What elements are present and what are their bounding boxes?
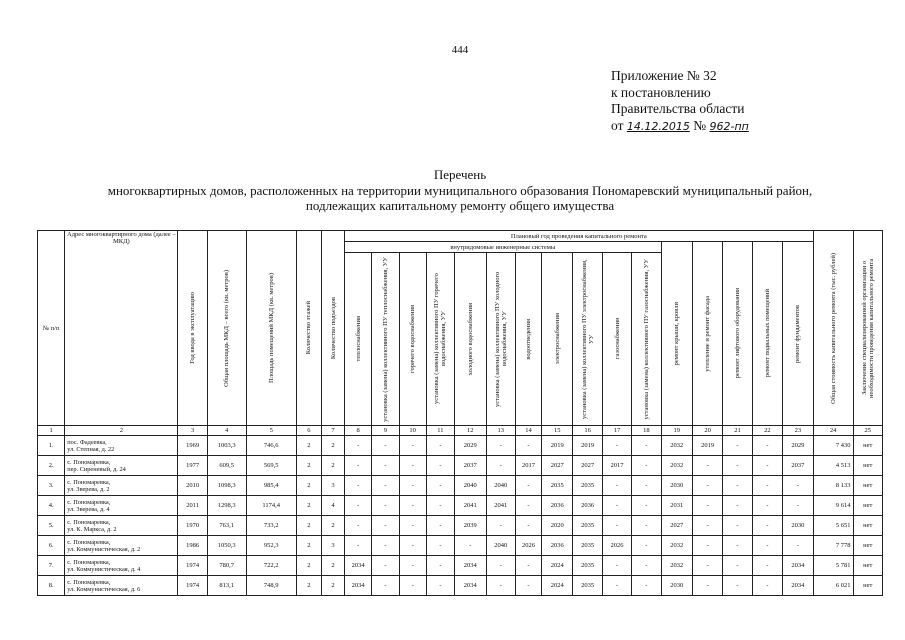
header-premises-area: Площадь помещений МКД (кв. метров) [267,273,275,383]
row-planned-year-cell: - [602,496,631,516]
header-foundation: ремонт фундаментов [794,304,802,363]
row-planned-year-cell: 2034 [783,576,814,596]
address-line-2: ул. Зверева, д. 2 [67,485,110,493]
row-planned-year-cell: 2030 [783,516,814,536]
row-planned-year-cell: - [602,476,631,496]
row-total-cost: 8 133 [813,476,853,496]
title-line-2: многоквартирных домов, расположенных на территории муниципального образования Пономаревский муниципальный район, [107,182,813,198]
row-total-area: 1298,3 [207,496,246,516]
row-number: 7. [38,556,65,576]
row-year-built: 1974 [178,576,207,596]
row-planned-year-cell: 2035 [573,536,602,556]
row-planned-year-cell: - [399,536,426,556]
row-year-built: 1986 [178,536,207,556]
row-year-built: 1977 [178,456,207,476]
row-total-area: 1050,3 [207,536,246,556]
row-premises-area: 746,6 [246,436,296,456]
row-planned-year-cell: - [455,536,486,556]
header-roof: ремонт крыши, кровли [673,301,681,366]
row-floors: 2 [296,556,321,576]
title-line-3: подлежащих капитальному ремонту общего имущества [305,198,615,213]
row-planned-year-cell: 2035 [542,476,573,496]
address-line-2: ул. Степная, д. 22 [67,445,115,453]
header-heat: теплоснабжения [354,316,362,362]
row-planned-year-cell: - [723,456,752,476]
header-conclusion: Заключение специализированной организации о необходимости проведения капитального ремонта [860,258,875,398]
row-premises-area: 952,3 [246,536,296,556]
row-planned-year-cell: - [723,436,752,456]
row-total-area: 609,5 [207,456,246,476]
row-total-area: 1098,3 [207,476,246,496]
row-planned-year-cell: - [632,476,661,496]
row-premises-area: 748,9 [246,576,296,596]
row-planned-year-cell: - [632,556,661,576]
row-planned-year-cell: 2019 [692,436,722,456]
row-floors: 2 [296,496,321,516]
header-hot-water: горячего водоснабжения [409,305,417,373]
row-address [65,436,178,456]
header-floors: Количество этажей [305,301,313,355]
title-line-1: Перечень [433,167,487,182]
row-floors: 2 [296,536,321,556]
row-planned-year-cell: - [426,496,454,516]
row-planned-year-cell: - [692,556,722,576]
row-number: 1. [38,436,65,456]
row-planned-year-cell: - [632,516,661,536]
address-line-2: ул. К. Маркса, д. 2 [67,525,117,533]
row-entrances: 2 [321,456,344,476]
address-line-1: с. Пономаревка, [67,558,111,566]
row-total-area: 763,1 [207,516,246,536]
column-number: 23 [783,426,814,436]
appendix-line-3: Правительства области [611,101,745,116]
row-number: 6. [38,536,65,556]
row-entrances: 2 [321,576,344,596]
header-address: Адрес многоквартирного дома (далее – МКД) [65,231,178,426]
row-number: 4. [38,496,65,516]
row-planned-year-cell: 2035 [573,576,602,596]
column-number: 16 [573,426,602,436]
address-line-1: пос. Фадеевка, [67,438,107,446]
row-planned-year-cell: - [752,536,782,556]
row-planned-year-cell: 2029 [455,436,486,456]
table-row [38,516,883,536]
row-planned-year-cell: - [399,556,426,576]
row-planned-year-cell: - [783,496,814,516]
header-total-area: Общая площадь МКД – всего (кв. метров) [223,269,231,387]
column-number: 17 [602,426,631,436]
column-number-row [38,426,883,436]
row-planned-year-cell: - [426,516,454,536]
row-planned-year-cell: - [426,456,454,476]
row-year-built: 2010 [178,476,207,496]
document-title [60,167,860,214]
row-planned-year-cell: 2032 [661,536,692,556]
row-planned-year-cell: 2037 [455,456,486,476]
row-planned-year-cell: - [372,536,399,556]
row-planned-year-cell: - [632,576,661,596]
row-planned-year-cell: 2034 [455,576,486,596]
row-planned-year-cell: - [752,516,782,536]
row-planned-year-cell: - [486,516,515,536]
column-number: 21 [723,426,752,436]
row-planned-year-cell: - [345,476,372,496]
row-year-built: 2011 [178,496,207,516]
row-premises-area: 733,2 [246,516,296,536]
number-prefix: № [693,117,707,133]
header-entrances: Количество подъездов [329,296,337,360]
row-planned-year-cell: - [752,576,782,596]
row-planned-year-cell: - [372,496,399,516]
row-planned-year-cell: - [692,476,722,496]
row-planned-year-cell: - [602,436,631,456]
row-planned-year-cell: - [372,576,399,596]
row-planned-year-cell: - [783,476,814,496]
row-planned-year-cell: - [515,496,541,516]
row-planned-year-cell: - [345,516,372,536]
header-engineering-systems: внутридомовые инженерные системы [345,242,661,253]
row-planned-year-cell: 2026 [515,536,541,556]
row-conclusion: нет [853,436,883,456]
row-total-area: 780,7 [207,556,246,576]
header-num: № п/п [38,231,65,426]
header-cold-water: холодного водоснабжения [466,302,474,376]
row-planned-year-cell: - [515,576,541,596]
row-planned-year-cell: 2017 [602,456,631,476]
column-number: 25 [853,426,883,436]
row-planned-year-cell: - [752,476,782,496]
column-number: 1 [38,426,65,436]
appendix-line-2: к постановлению [611,84,711,100]
row-floors: 2 [296,576,321,596]
handwritten-number: 962-пп [709,119,749,133]
row-planned-year-cell: - [692,496,722,516]
row-total-cost: 6 021 [813,576,853,596]
row-planned-year-cell: - [426,476,454,496]
row-entrances: 2 [321,556,344,576]
row-planned-year-cell: - [372,456,399,476]
row-total-cost: 4 513 [813,456,853,476]
row-planned-year-cell: 2034 [455,556,486,576]
row-total-area: 813,1 [207,576,246,596]
row-planned-year-cell: 2035 [573,556,602,576]
row-address [65,476,178,496]
header-year-built: Год ввода в эксплуатацию [189,292,197,364]
row-planned-year-cell: - [692,536,722,556]
row-planned-year-cell: - [723,496,752,516]
header-heat-meter: установка (замена) коллективного ПУ теплоснабжения, УУ [381,256,389,422]
row-total-cost: 7 430 [813,436,853,456]
address-line-1: с. Пономаревка, [67,578,111,586]
row-total-cost: 5 651 [813,516,853,536]
row-planned-year-cell: - [723,476,752,496]
row-planned-year-cell: 2024 [542,556,573,576]
row-planned-year-cell: - [783,536,814,556]
row-address [65,556,178,576]
row-planned-year-cell: 2031 [661,496,692,516]
address-line-1: с. Пономаревка, [67,498,111,506]
row-planned-year-cell: - [515,476,541,496]
row-planned-year-cell: - [515,556,541,576]
column-number: 5 [246,426,296,436]
row-planned-year-cell: - [752,436,782,456]
row-planned-year-cell: - [602,576,631,596]
row-address [65,576,178,596]
header-planned-year: Плановый год проведения капитального ремонта [345,231,814,242]
row-planned-year-cell: - [752,556,782,576]
table-row [38,536,883,556]
row-planned-year-cell: 2027 [573,456,602,476]
row-premises-area: 569,5 [246,456,296,476]
row-planned-year-cell: 2019 [542,436,573,456]
row-address [65,516,178,536]
row-planned-year-cell: 2036 [573,496,602,516]
column-number: 13 [486,426,515,436]
address-line-1: с. Пономаревка, [67,518,111,526]
header-sewage: водоотведения [524,318,532,360]
table-row [38,556,883,576]
row-planned-year-cell: 2026 [602,536,631,556]
row-total-cost: 5 781 [813,556,853,576]
column-number: 8 [345,426,372,436]
row-planned-year-cell: - [692,576,722,596]
row-planned-year-cell: 2030 [661,476,692,496]
row-entrances: 4 [321,496,344,516]
row-planned-year-cell: - [426,576,454,596]
row-number: 8. [38,576,65,596]
row-planned-year-cell: 2041 [455,496,486,516]
address-line-1: с. Пономаревка, [67,538,111,546]
row-planned-year-cell: - [372,436,399,456]
row-address [65,536,178,556]
table-row [38,436,883,456]
table-row [38,576,883,596]
header-hot-water-meter: установка (замена) коллективного ПУ горячего водоснабжения, УУ [433,273,448,405]
row-planned-year-cell: - [486,436,515,456]
row-planned-year-cell: 2034 [345,576,372,596]
row-premises-area: 1174,4 [246,496,296,516]
row-address [65,496,178,516]
row-planned-year-cell: - [752,456,782,476]
row-planned-year-cell: - [426,536,454,556]
column-number: 2 [65,426,178,436]
row-planned-year-cell: - [632,496,661,516]
row-floors: 2 [296,456,321,476]
row-planned-year-cell: 2032 [661,436,692,456]
appendix-block [611,68,871,135]
column-number: 22 [752,426,782,436]
row-planned-year-cell: - [692,516,722,536]
row-planned-year-cell: - [515,436,541,456]
header-basement: ремонт подвальных помещений [763,289,771,378]
column-number: 19 [661,426,692,436]
column-number: 15 [542,426,573,436]
row-planned-year-cell: 2020 [542,516,573,536]
row-planned-year-cell: 2040 [455,476,486,496]
row-planned-year-cell: - [399,576,426,596]
header-gas-meter: установка (замена) коллективного ПУ газоснабжения, УУ [642,258,650,420]
address-line-2: ул. Коммунистическая, д. 2 [67,545,141,553]
row-planned-year-cell: - [399,436,426,456]
row-planned-year-cell: - [486,576,515,596]
row-planned-year-cell: - [632,436,661,456]
row-year-built: 1970 [178,516,207,536]
row-conclusion: нет [853,556,883,576]
table-row [38,456,883,476]
repair-table [37,230,883,596]
table-body [38,436,883,596]
page-number: 444 [451,44,469,56]
row-planned-year-cell: - [632,536,661,556]
row-planned-year-cell: - [399,456,426,476]
row-total-cost: 9 614 [813,496,853,516]
row-planned-year-cell: - [486,456,515,476]
row-planned-year-cell: 2024 [542,576,573,596]
row-planned-year-cell: 2027 [661,516,692,536]
row-conclusion: нет [853,496,883,516]
column-number: 6 [296,426,321,436]
row-planned-year-cell: - [372,476,399,496]
header-gas: газоснабжения [613,318,621,360]
row-conclusion: нет [853,576,883,596]
address-line-2: ул. Коммунистическая, д. 4 [67,565,141,573]
row-planned-year-cell: 2035 [573,476,602,496]
header-electricity: электроснабжения [553,313,561,365]
column-number: 9 [372,426,399,436]
header-facade: утепление и ремонт фасада [704,295,712,372]
row-planned-year-cell: - [399,476,426,496]
row-planned-year-cell: - [345,436,372,456]
row-floors: 2 [296,436,321,456]
row-planned-year-cell: 2017 [515,456,541,476]
row-planned-year-cell: 2029 [783,436,814,456]
row-planned-year-cell: - [345,536,372,556]
column-number: 3 [178,426,207,436]
row-planned-year-cell: 2027 [542,456,573,476]
row-conclusion: нет [853,456,883,476]
header-total-cost: Общая стоимость капитального ремонта (тыс. рублей) [829,252,837,404]
address-line-2: пер. Сиреневый, д. 24 [67,465,126,473]
row-planned-year-cell: - [399,496,426,516]
row-planned-year-cell: - [723,536,752,556]
address-line-1: с. Пономаревка, [67,458,111,466]
row-floors: 2 [296,476,321,496]
row-planned-year-cell: - [632,456,661,476]
row-planned-year-cell: - [486,556,515,576]
appendix-date-line [611,118,871,136]
handwritten-date: 14.12.2015 [626,119,690,133]
row-planned-year-cell: - [345,456,372,476]
column-number: 20 [692,426,722,436]
row-planned-year-cell: - [426,556,454,576]
row-conclusion: нет [853,476,883,496]
row-entrances: 2 [321,516,344,536]
row-planned-year-cell: - [723,556,752,576]
row-planned-year-cell: 2019 [573,436,602,456]
row-planned-year-cell: 2040 [486,476,515,496]
row-planned-year-cell: 2037 [783,456,814,476]
row-planned-year-cell: 2040 [486,536,515,556]
row-entrances: 3 [321,476,344,496]
table-row [38,476,883,496]
row-planned-year-cell: - [345,496,372,516]
row-planned-year-cell: 2032 [661,556,692,576]
row-year-built: 1969 [178,436,207,456]
row-entrances: 3 [321,536,344,556]
row-planned-year-cell: 2035 [573,516,602,536]
row-year-built: 1974 [178,556,207,576]
column-number: 18 [632,426,661,436]
row-entrances: 2 [321,436,344,456]
row-planned-year-cell: 2032 [661,456,692,476]
row-number: 2. [38,456,65,476]
row-number: 5. [38,516,65,536]
row-planned-year-cell: - [399,516,426,536]
header-electricity-meter: установка (замена) коллективного ПУ электроснабжения, УУ [580,259,595,419]
address-line-2: ул. Зверева, д. 4 [67,505,110,513]
row-premises-area: 985,4 [246,476,296,496]
row-conclusion: нет [853,516,883,536]
row-premises-area: 722,2 [246,556,296,576]
row-planned-year-cell: - [515,516,541,536]
row-planned-year-cell: - [602,556,631,576]
column-number: 7 [321,426,344,436]
row-planned-year-cell: 2039 [455,516,486,536]
row-planned-year-cell: - [723,576,752,596]
column-number: 10 [399,426,426,436]
appendix-line-1: Приложение № 32 [611,68,717,83]
row-planned-year-cell: - [692,456,722,476]
row-planned-year-cell: - [372,516,399,536]
column-number: 14 [515,426,541,436]
row-planned-year-cell: - [372,556,399,576]
row-planned-year-cell: 2034 [783,556,814,576]
header-cold-water-meter: установка (замена) коллективного ПУ холодного водоснабжения, УУ [493,271,508,407]
header-elevator: ремонт лифтового оборудования [734,288,742,379]
row-conclusion: нет [853,536,883,556]
row-total-cost: 7 778 [813,536,853,556]
row-total-area: 1003,3 [207,436,246,456]
row-floors: 2 [296,516,321,536]
date-prefix: от [611,117,624,133]
row-number: 3. [38,476,65,496]
row-planned-year-cell: 2034 [345,556,372,576]
address-line-2: ул. Коммунистическая, д. 6 [67,585,141,593]
row-planned-year-cell: - [723,516,752,536]
column-number: 11 [426,426,454,436]
address-line-1: с. Пономаревка, [67,478,111,486]
row-planned-year-cell: - [752,496,782,516]
row-planned-year-cell: - [426,436,454,456]
column-number: 12 [455,426,486,436]
row-planned-year-cell: 2041 [486,496,515,516]
table-row [38,496,883,516]
row-planned-year-cell: 2036 [542,496,573,516]
row-address [65,456,178,476]
row-planned-year-cell: 2036 [542,536,573,556]
column-number: 4 [207,426,246,436]
row-planned-year-cell: - [602,516,631,536]
row-planned-year-cell: 2030 [661,576,692,596]
column-number: 24 [813,426,853,436]
